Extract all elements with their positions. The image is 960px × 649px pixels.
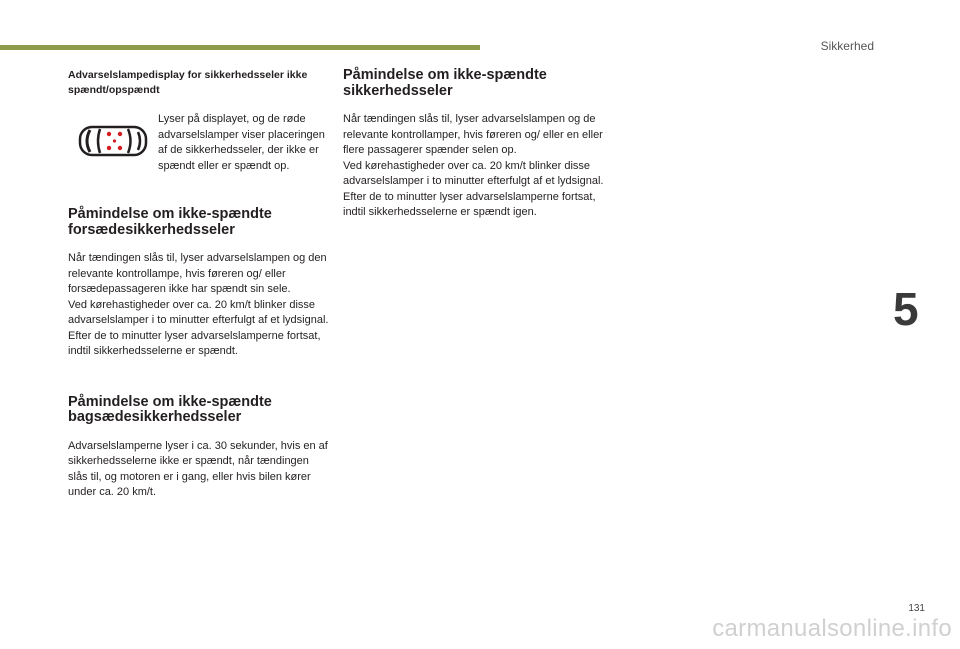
- chapter-number: 5: [893, 283, 919, 335]
- page-number: 131: [908, 603, 925, 614]
- rear-seatbelt-text: Advarselslamperne lyser i ca. 30 sekunder, hvis en af sikkerhedsselerne ikke er spændt, når tændingen slås til, og motoren er i gang, eller hvis bilen kører under ca. 20 km/t.: [68, 439, 328, 498]
- front-seatbelt-heading: Påmindelse om ikke-spændte forsædesikkerhedsseler: [68, 206, 272, 238]
- rear-seatbelt-heading: Påmindelse om ikke-spændte bagsædesikkerhedsseler: [68, 393, 272, 425]
- display-icon-block: [68, 112, 330, 207]
- right-column: [343, 68, 613, 221]
- display-heading: Advarselslampedisplay for sikkerhedsseler ikke spændt/opspændt: [68, 69, 308, 96]
- front-seatbelt-text: Når tændingen slås til, lyser advarselslampen og den relevante kontrollampe, hvis føreren og/ eller forsædepassageren ikke har spændt sin sele. Ved kørehastigheder over ca. 20 km/t blinker disse advarselslamper i to minutter efterfulgt af et lydsignal. Efter de to minutter lyser advarselslamperne fortsat, indtil sikkerhedsselerne er spændt.: [68, 252, 329, 357]
- section-label: Sikkerhed: [820, 39, 874, 53]
- left-column: [68, 68, 330, 501]
- front-seatbelt-section: [68, 207, 330, 360]
- display-description: Lyser på displayet, og de røde advarselslamper viser placeringen af de sikkerhedsseler, der ikke er spændt eller er spændt op.: [158, 113, 325, 172]
- header-accent-bar: [0, 45, 480, 50]
- rear-seatbelt-section: [68, 395, 330, 501]
- unbuckled-reminder-heading: Påmindelse om ikke-spændte sikkerhedsseler: [343, 67, 547, 99]
- unbuckled-reminder-text: Når tændingen slås til, lyser advarselslampen og de relevante kontrollamper, hvis føreren og/ eller en eller flere passagerer spænder selen op. Ved kørehastigheder over ca. 20 km/t blinker disse advarselslamper i to minutter efterfulgt af et lydsignal. Efter de to minutter lyser advarselslamperne fortsat, indtil sikkerhedsselerne er spændt igen.: [343, 113, 604, 218]
- seatbelt-display-icon: [78, 124, 148, 158]
- watermark: carmanualsonline.info: [712, 615, 952, 642]
